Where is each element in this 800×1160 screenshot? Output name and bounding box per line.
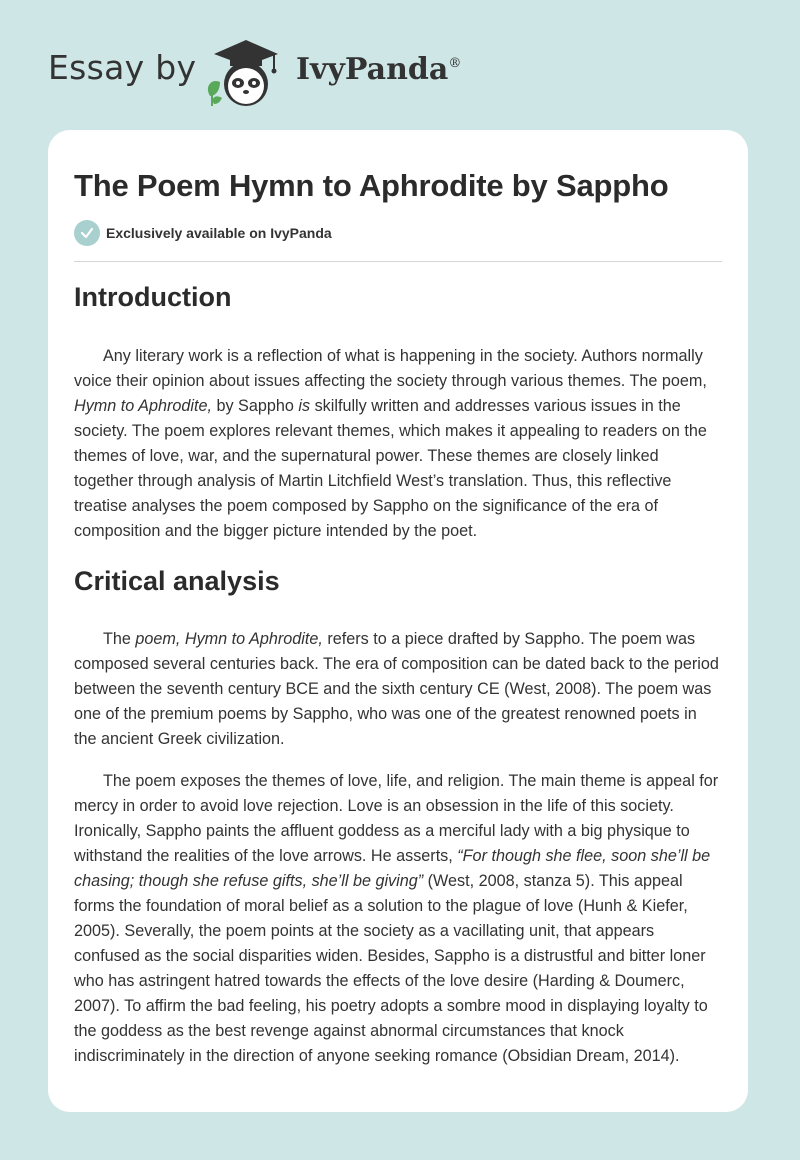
site-header [0,0,800,120]
essay-content [74,282,722,1069]
intro-paragraph: Any literary work is a reflection of what is happening in the society. Authors normally voice their opinion about issues affecting the society through various themes. The poem, Hymn to Aphrodite, by Sappho is skilfully written and addresses various issues in the society. The poem explores relevant themes, which makes it appealing to readers on the themes of love, war, and the supernatural power. These themes are closely linked together through analysis of Martin Litchfield West’s translation. Thus, this reflective treatise analyses the poem composed by Sappho on the significance of the era of composition and the bigger picture intended by the poet. [74,347,707,540]
ivypanda-brand-name[interactable]: IvyPanda® [296,52,462,87]
ivypanda-panda-logo-icon[interactable] [200,36,292,110]
essay-card [48,130,748,1112]
section-heading-critical-analysis: Critical analysis [74,566,280,596]
check-icon [74,220,100,246]
critical-paragraph-1: The poem, Hymn to Aphrodite, refers to a piece drafted by Sappho. The poem was composed several centuries back. The era of composition can be dated back to the period between the seventh century BCE and the sixth century CE (West, 2008). The poem was one of the premium poems by Sappho, who was one of the greatest renowned poets in the ancient Greek civilization. [74,630,719,748]
exclusive-badge [74,220,332,246]
critical-paragraph-2: The poem exposes the themes of love, life, and religion. The main theme is appeal for mercy in order to avoid love rejection. Love is an obsession in the life of this society. Ironically, Sappho paints the affluent goddess as a merciful lady with a big physique to withstand the realities of the love arrows. He asserts, “For though she flee, soon she’ll be chasing; though she refuse gifts, she’ll be giving” (West, 2008, stanza 5). This appeal forms the foundation of moral belief as a solution to the plague of love (Hunh & Kiefer, 2005). Severally, the poem points at the society as a vacillating unit, that appears confused as the social disparities widen. Besides, Sappho is a distrustful and bitter loner who has astringent hatred towards the effects of the love desire (Harding & Doumerc, 2007). To affirm the bad feeling, his poetry adopts a sombre mood in displaying loyalty to the goddess as the best revenge against abnormal circumstances that knock indiscriminately in the direction of anyone seeking romance (Obsidian Dream, 2014). [74,772,719,1065]
page-title: The Poem Hymn to Aphrodite by Sappho [74,168,669,203]
exclusive-badge-label: Exclusively available on IvyPanda [106,225,332,241]
section-heading-introduction: Introduction [74,282,232,312]
essay-by-label: Essay by [48,48,197,87]
divider [74,261,722,262]
